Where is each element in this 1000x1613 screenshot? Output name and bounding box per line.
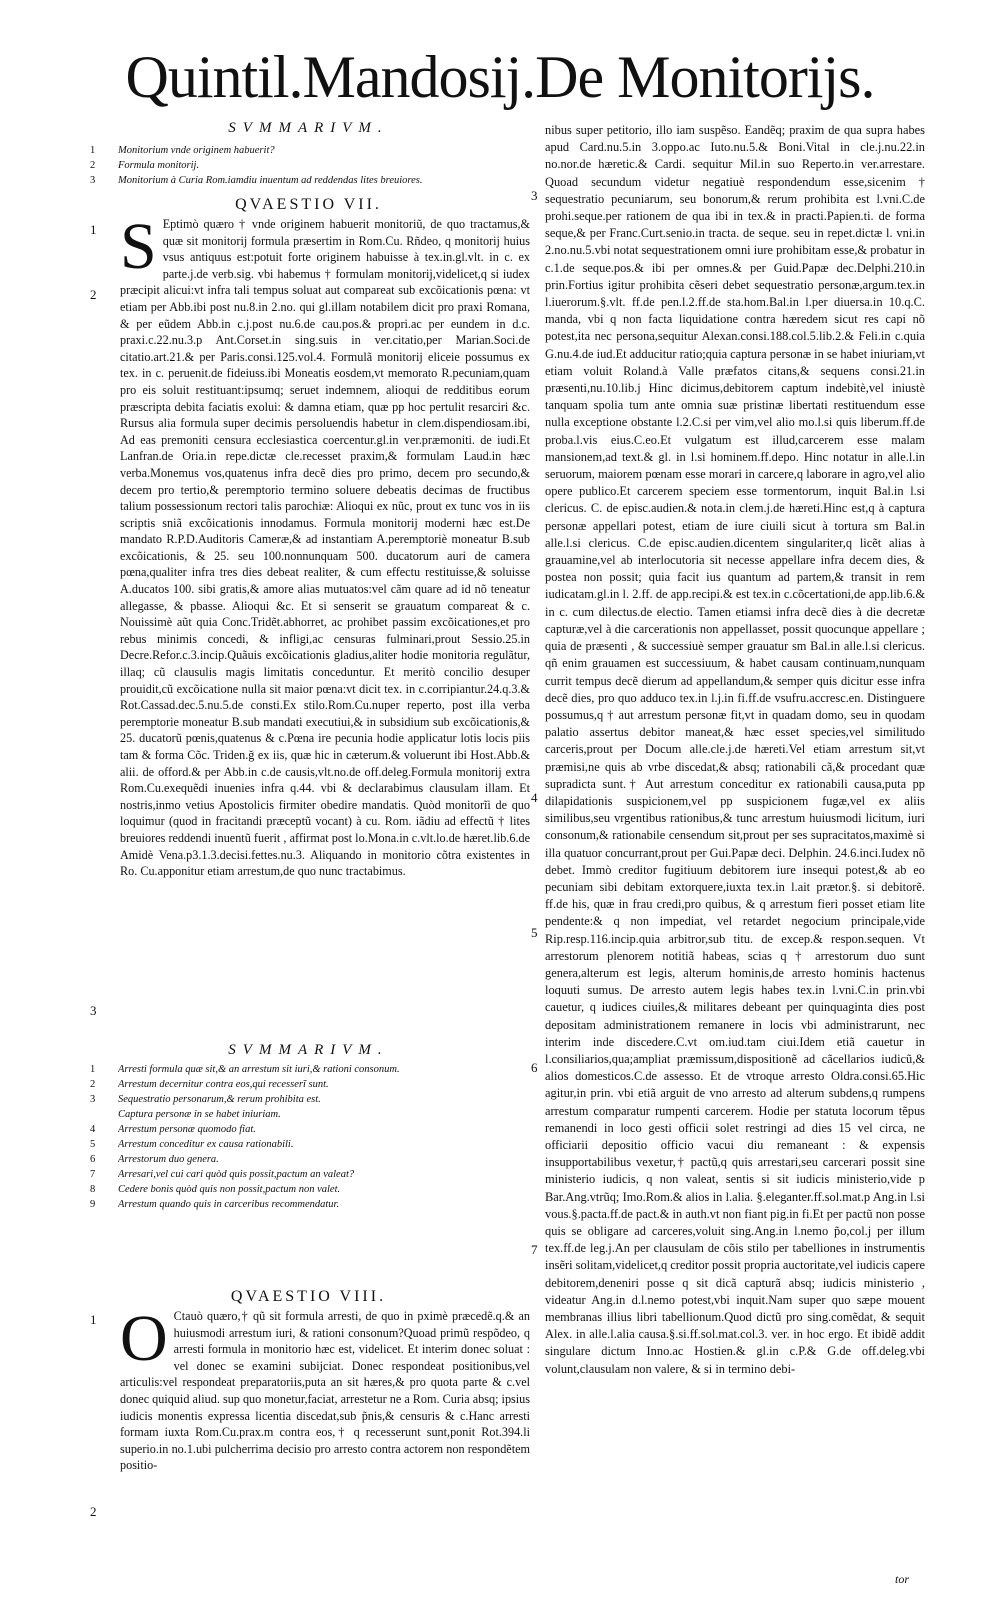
summary-item: 4 Arrestum personæ quomodo fiat.	[90, 1124, 256, 1135]
summary-item: 2 Formula monitorij.	[90, 160, 200, 171]
margin-number: 7	[531, 1242, 538, 1257]
margin-number: 6	[531, 1060, 538, 1075]
summary-item: 2 Arrestum decernitur contra eos,qui recesserĩ sunt.	[90, 1079, 329, 1090]
summary-item: 1 Monitorium vnde originem habuerit?	[90, 145, 275, 156]
summary-item: 7 Arresari,vel cui cari quòd quis possit,pactum an valeat?	[90, 1169, 355, 1180]
summary-2-list	[90, 1062, 527, 1227]
margin-number: 3	[531, 188, 538, 203]
question-7-body	[120, 216, 530, 1036]
margin-number: 5	[531, 925, 538, 940]
summary-item: 5 Arrestum conceditur ex causa rationabili.	[90, 1139, 294, 1150]
right-column-text: nibus super petitorio, illo iam suspẽso. Eandẽq; praxim de qua supra habes apud Card.nu.5.in 3.oppo.ac Iuto.nu.5.& Boni.Vital in cle.j.nu.22.in no.nor.de hæretic.& Cardi. sequitur Mil.in suo Reperto.in ver.arrestare. Quoad secundum videtur negatiuè respondendum esse,sicenim † sequestratio pecuniarum, seu bonorum,& rerum prohibita est l.vni.C.de prohi.seque.per rationem de qua ibi in tex.& in practi.Papien.ti. de forma seque,& per Franc.Curt.senio.in tracta. de seque. seu in repet.dictæ l. vni.in 2.no.nu.5.vbi notat sequestrationem omni iure prohibitam esse,& probatur in c.1.de seque.pos.& ibi per omnes.& per Guid.Papæ dec.Delphi.210.in prin.Fortius igitur prohibita cẽseri debet sequestratio personæ,argum.tex.in l.iuerorum.§.vlt. ff.de pen.l.2.ff.de sta.hom.Bal.in l.per diuersa.in 10.q.C. manda, vbi q non facta liquidatione contra hæredem sicut res capi nõ potest,ita nec persona,sequitur Alexan.consi.188.col.5.lib.2.& Feli.in c.quia G.nu.4.de iud.Et adducitur ratio;quia captura personæ in se habet iniuriam,vt etiam voluit Roland.à Valle præfatos citans,& sequens consi.21.in præsenti,nu.10.lib.j Hinc dicimus,debitorem captum indebitè,vel iniustè tanquam spolia tum ante omnia suæ pristinæ libertati restituendum esse nulla exceptione obstante l.2.C.si per vim,vel alio mo.l.si quis liberum.ff.de proba.l.vis eius.C.eo.Et vulgatum est illud,carcerem esse malam mansionem,ad text.& gl. in l.si hominem.ff.depo. Hinc notatur in alle.l.in seruorum, maiorem pœnam esse morari in carcere,q laborare in agro,vel alio opere publico.Et carcerem speciem esse tormentorum, inquit Bal.in l.si clericus. C. de episc.audien.& nota.in clem.j.de hæreti.Hinc est,q à captura personæ appellari potest, etiam de iure ciuili sicut à tortura sm Bal.in alle.l.si clericus. C.de episc.audien.dicentem singulariter,q licẽt alias à grauamine,vel ab interlocutoria sit necesse appellare infra decem dies, & postea non possit; quia facit ius quantum ad partem,& transit in rem iudicatam.gl.in l. 2.ff. de app.recipi.& est tex.in c.cõcertationi,de app.lib.6.& in c. cum dilectus.de electio. Tamen etiamsi infra decẽ dies à die decretæ capturæ,vel à die carcerationis non appellasset, possit quocunque appellare ; quia de præsenti , & successiuè semper grauatur sm Bal.in alle.l.si clericus. qñ enim grauamen est successiuum, & habet causam continuam,nunquam currit tempus decẽ dierum ad appellandum,& semper quis dicitur esse infra decẽ dies, pro quo adduco tex.in l.j.in fi.ff.de vsufru.accresc.en. Distinguere possumus,q † aut arrestum personæ fit,vt in quadam domo, seu in quodam palatio assertus debitor maneat,& hæc esset species,vel similitudo carceris,prout per Docum alle.cle.j.de hæreti.Vel etiam arrestum sit,vt præmisi,ne quis ab vrbe discedat,& absq; rationabili cã,& procedant quæ supradicta sunt.† Aut arrestum conceditur ex rationabili causa,puta pp dilapidationis suspicionem,vel pp suspicionem fugæ,vel ex aliis similibus,seu vrgentibus rationibus,& tunc arrestum huiusmodi licitum, iuri consonum,& rationabile censendum sit,prout per ses supracitatos,maximè si illa quatuor concurrant,prout per Gui.Papæ deci. Delphin. 24.6.inci.Iudex nõ debet. Immò creditor fugitiuum debitorem iure insequi potest,& ab eo pecuniam sibi debitam extorquere,iuxta tex.in l.ait prætor.§. si debitorẽ. ff.de his, quæ in frau credi,pro quibus, & q arrestum fieri posset etiam lite pendente:& q non impediat, vel retardet negocium principale,vide Rip.resp.116.incip.quia arbitror,sub titu. de excep.& respon.sequen. Vt arrestorum plenorem notitiã habeas, scias q † arrestorum duo sunt genera,alterum est legis, alterum hominis,de arresto hominis hactenus loquuti sumus. De arresto autem legis habes tex.in l.vni.C.in prin.vbi cauetur, q iudices ciuiles,& militares debeant per quinquaginta dies post depositam administrationem remanere in locis vbi administrarunt, nec interim inde discedere.C.vt om.iud.tam ciui.Idem etiã cauetur in l.consiliarios,qua;ampliat præmissum,dispositionẽ ad cãcellarios iudicũ,& alios domesticos.C.de assesso. Et de vtroque arresto Oldra.consi.65.Hic agitur,in prin. vbi etiã arguit de vno arresto ad alterum subdens,q rumpens arrestum comparatur rumpenti carcerem. Hodie per statuta locorum tẽpus remanendi in loco gesti officii solet restringi ad dies 15 vel circa, ne officiarii depositio officio vacui diu remaneant : & expensis insupportabilibus vexetur,† pactũ,q quis arrestari,seu carcerari possit sine ministerio iudicis, q non valeat, sentis si sit iudicis ministerio,vide p Bar.Ang.vtrũq; Imo.Rom.& alios in l.alia. §.eleganter.ff.sol.mat.p Ang.in l.si vous.§.pacta.ff.de pact.& in auth.vt non fiant pig.in fi.Et per pactũ non posse quis se obligare ad carceres,voluit sing.Ang.in l.nemo p̃o,col.j per illum tex.ff.de leg.j.An per clausulam de cõis stilo per tabelliones in instrumentis insẽri solitam,videlicet,q creditor possit propria auctoritate,vel iudicis capere debitorem,deneniri posse q sit dicã capturã absq; iudicis ministerio , videatur Ang.in d.l.nemo potest,vbi inquit.Nam super quo sæpe mouent membranas illius libri tabellionum.Quod dictũ pro sing.comẽdat, & sequit Alex. in alle.l.alia causa.§.si.ff.sol.mat.col.3. ver. in hoc ergo. Et ibidẽ addit singulare dictum Inno.ac Hostien.& gl.in c.P.& G.de off.deleg.vbi volunt,clausulam non valere, & si in termino debi-	[545, 123, 925, 1376]
question-8-text: Ctauò quæro,† qũ sit formula arresti, de quo in pximè præcedẽ.q.& an huiusmodi arrestum iuri, & rationi consonum?Quoad primũ respõdeo, q arresti formula in monitorio hæc est, videlicet. Et interim donec soluat : vel donec se examini subijciat. Donec respondeat positionibus,vel articulis:vel respondeat preparatoriis,puta an sit hæres,& pro quota parte & c.vel donec quiquid aliud. sup quo monetur,faciat, arrestetur ne a Rom. Curia absq; ipsius iudicis monentis expressa licentia discedat,sub p̃nis,& censuris & c.Hanc arresti formam iuxta Rom.Cu.prax.m contra eos,† q recesserunt sunt,ponit Rot.394.li superio.in no.1.ubi pulcherrima decisio pro arresto contra actorem non respondẽtem positio-	[120, 1309, 530, 1473]
catchword: tor	[895, 1572, 910, 1586]
question-8-heading: QVAESTIO VIII.	[230, 1288, 387, 1305]
margin-number: 2	[90, 287, 97, 302]
question-7-text: Eptimò quæro † vnde originem habuerit monitoriũ, de quo tractamus,& quæ sit monitorij formula præsertim in Rom.Cu. Rñdeo, q monitorij huius vsus antiquus est:potuit forte originem habuisse à tex.in.gl.vlt. in c. ex parte.j.de verb.sig. vbi habemus † formulam monitorij,videlicet,q si iudex præcipit alicui:vt infra tali tempus soluat aut compareat sub excõicationis pœna: vt etiam per Abb.ibi post nu.8.in 2.no. qui gl.illam notabilem dicit pro praxi Romana, & per eũdem Abb.in c.j.post nu.6.de cau.pos.& propri.ac per eundem in d.c. praxi.c.22.nu.3.p Ant.Corset.in sing.suis in ver.citatio,per Marian.Soci.de citatio.art.21.& per Paris.consi.125.vol.4. Formulã monitorij eliceie possumus ex tex. in c. peruenit.de fideiuss.ibi Moneatis eosdem,vt memorato R.pecuniam,quam pro eis soluit restituant:ipsumq; seruet indemnem, alioqui de redditibus eorum præscripta debita faciatis exolui: & damna etiam, quæ pp hoc pertulit resarciri &c. Rursus alia formula super decimis persoluendis habetur in clem.dispendiosam.ibi, Ad eas premoniti censura ecclesiastica coercentur.gl.in ver.præmoniti. de iudi.Et Lanfran.de Oria.in repe.dictæ cle.recesset praxim,& formulam Laud.in hæc verba.Monemus vos,quatenus infra decẽ dies pro primo, decem pro secundo,& decem pro tertio,& peremptorio termino soluere debeatis decimas de fructibus talium possessionum rectori talis parochiæ: Alioqui ex nũc, prout ex tunc vos in iis scriptis sniã excõicationis innodamus. Formula monitorij moderni hæc est.De mandato R.P.D.Auditoris Cameræ,& ad instantiam A.peremptoriè moneatur B.sub excõicationis, & 25. seu 100.nonnunquam 500. ducatorum auri de camera pœna,qualiter infra tres dies debeat realiter, & cum effectu restituisse,& soluisse A.ducatos 100. sibi gratis,& amore alias mutuatos:vel cãm quare ad id nõ teneatur allegasse, & pbasse. Alioqui &c. Et si senserit se grauatum compareat & c. Nouissimè aũt quia Conc.Tridẽt.abhorret, ac prohibet passim excõicationes,et pro rebus minimis concedi, & infligi,ac censuras fulminari,prout Sessio.25.in Decre.Refor.c.3.incip.Quãuis excõicationis gladius,aliter hodie monitoria regulãtur, illaq; cũ clausulis magis limitatis conceduntur. Et meritò concilio desuper prouidit,cũ excõicatione nulla sit maior pœna:vt dicit tex. in c.corripiantur.24.q.3.& Rot.Cassad.dec.5.nu.5.de consti.Ex stilo.Rom.Cu.nuper reperto, post illa verba peremptorie moneatur B.sub mandati executiui,& in subsidium sub excõicationis,& 25. ducatorũ pœnis,quatenus & c.Pœna ire pecunia hodie applicatur lotis locis piis tam & forma Cõc. Triden.ğ ex iis, quæ hic in cæterum.& voluerunt ibi Host.Abb.& alii. de offord.& per Abb.in c.de causis,vlt.no.de off.deleg.Formula monitorij extra Rom.Cu.exequẽdi inuenies infra q.44. vbi & declarabimus clausulam illam. Et nostris,inmo vetius Apostolicis firmiter obedire mandatis. Quòd monitorĩi de quo loquimur (quod in fracitandi præceptũ vocant) à cu. Rom. iãdiu ad effectũ † lites breuiores reddendi inuentũ fuerit , affirmat post lo.Mona.in c.vlt.lo.de hæret.lib.6.de Amidè Vena.p3.1.3.decisi.fettes.nu.3. Aliquando in monitorio cõtra existentes in Ro. Cu.apponitur etiam arrestum,de quo nunc tractabimus.	[120, 217, 530, 879]
summary-item: 1 Arresti formula quæ sit,& an arrestum sit iuri,& rationi consonum.	[90, 1064, 400, 1075]
summary-1-list	[90, 143, 527, 188]
page-title: Quintil.Mandosij.De Monitorijs.	[125, 44, 875, 110]
margin-number: 1	[90, 1312, 97, 1327]
margin-number: 4	[531, 790, 538, 805]
drop-cap: O	[120, 1308, 168, 1375]
margin-number: 3	[90, 1003, 97, 1018]
question-8-body	[120, 1308, 530, 1558]
summary-item: 9 Arrestum quando quis in carceribus recommendatur.	[90, 1199, 340, 1210]
summary-2-heading: SVMMARIVM.	[228, 1042, 389, 1058]
summary-item: 6 Arrestorum duo genera.	[90, 1154, 219, 1165]
margin-number: 1	[90, 222, 97, 237]
drop-cap: S	[120, 216, 157, 283]
summary-item: Captura personæ in se habet iniuriam.	[118, 1109, 281, 1120]
summary-item: 3 Sequestratio personarum,& rerum prohibita est.	[90, 1094, 321, 1105]
summary-item: 3 Monitorium à Curia Rom.iamdiu inuentum ad reddendas lites breuiores.	[90, 175, 423, 186]
margin-number: 2	[90, 1504, 97, 1519]
summary-1-heading: SVMMARIVM.	[228, 120, 389, 136]
summary-item: 8 Cedere bonis quòd quis non possit,pactum non valet.	[90, 1184, 341, 1195]
question-7-heading: QVAESTIO VII.	[235, 196, 382, 213]
